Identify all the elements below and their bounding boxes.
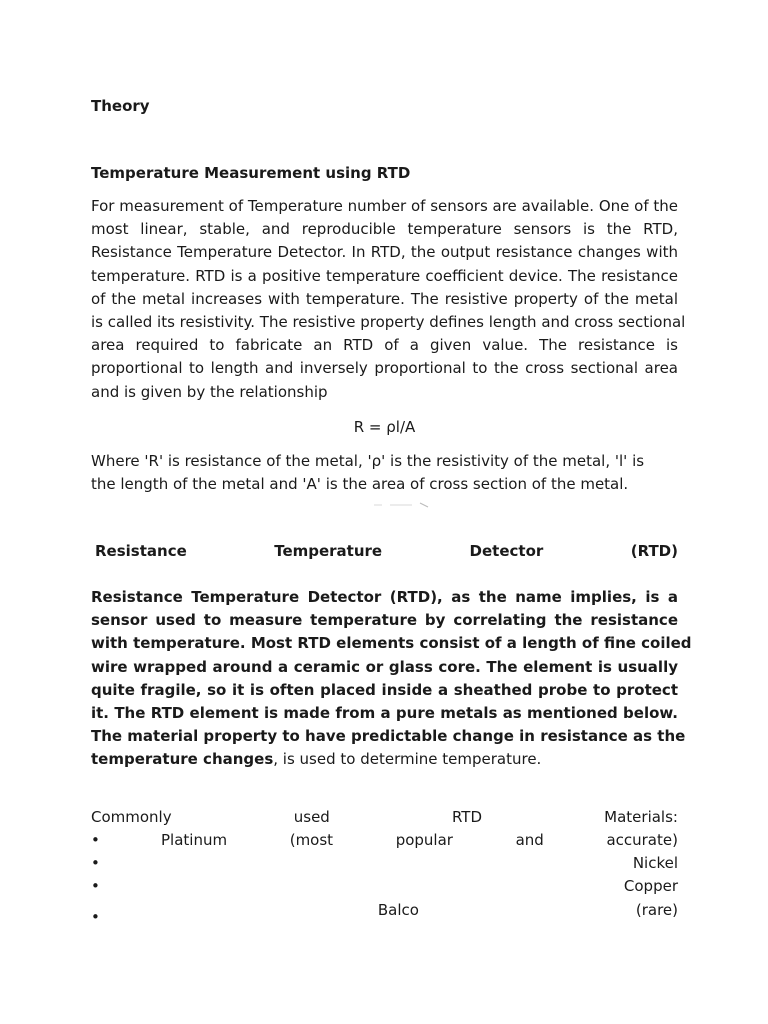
list-word: Platinum — [161, 831, 228, 849]
list-word: Copper — [623, 877, 678, 896]
list-word: popular — [395, 831, 453, 849]
list-item — [91, 852, 678, 875]
resistance-formula: R = ρl/A — [353, 418, 416, 436]
bullet-glyph: • — [91, 831, 100, 849]
paragraph-where — [91, 450, 678, 496]
list-item-text — [161, 899, 678, 922]
heading-word: Temperature — [274, 542, 383, 560]
list-item — [91, 899, 678, 926]
bullet-glyph: • — [91, 854, 100, 873]
heading-word: Detector — [469, 542, 544, 560]
paragraph-line: and is given by the relationship — [91, 382, 328, 401]
scan-artifact — [372, 502, 432, 508]
paragraph-line: proportional to length and inversely proportional to the cross sectional area — [91, 359, 678, 378]
list-word: accurate) — [606, 831, 678, 849]
paragraph-line: Resistance Temperature Detector (RTD), as the name implies, is a — [91, 588, 678, 606]
paragraph-line: Where 'R' is resistance of the metal, 'ρ' is the resistivity of the metal, 'l' is — [91, 452, 645, 470]
section-heading-rtd — [95, 540, 678, 563]
list-word: Nickel — [632, 854, 678, 873]
paragraph-rtd-description — [91, 586, 692, 772]
list-word: (rare) — [635, 900, 678, 919]
paragraph-line: For measurement of Temperature number of sensors are available. One of the — [91, 197, 678, 215]
paragraph-line: wire wrapped around a ceramic or glass core. The element is usually — [91, 657, 678, 676]
paragraph-line: sensor used to measure temperature by correlating the resistance — [91, 611, 678, 630]
paragraph-line: area required to fabricate an RTD of a given value. The resistance is — [91, 336, 678, 355]
bullet-glyph: • — [91, 877, 100, 896]
materials-heading — [91, 806, 678, 829]
bullet-glyph: • — [91, 907, 100, 926]
heading-word: used — [293, 808, 330, 826]
list-word: Balco — [377, 900, 419, 919]
paragraph-line: it. The RTD element is made from a pure metals as mentioned below. — [91, 703, 678, 722]
list-item-text — [161, 829, 678, 852]
list-item — [91, 829, 678, 852]
list-word: (most — [289, 831, 334, 849]
paragraph-line: is called its resistivity. The resistive property defines length and cross sectional — [91, 312, 686, 331]
heading-word: Resistance — [95, 542, 187, 560]
paragraph-line — [91, 748, 678, 771]
heading-word: Commonly — [91, 808, 172, 826]
paragraph-line: quite fragile, so it is often placed inside a sheathed probe to protect — [91, 680, 678, 699]
paragraph-line: most linear, stable, and reproducible temperature sensors is the RTD, — [91, 220, 678, 239]
materials-list — [91, 829, 678, 926]
paragraph-line: The material property to have predictable change in resistance as the — [91, 727, 686, 746]
heading-word: Materials: — [604, 808, 678, 826]
paragraph-line: Resistance Temperature Detector. In RTD, the output resistance changes with — [91, 243, 678, 262]
paragraph-line: the length of the metal and 'A' is the area of cross section of the metal. — [91, 475, 629, 494]
heading-word: RTD — [451, 808, 483, 826]
normal-phrase: , is used to determine temperature. — [273, 750, 542, 769]
section-heading-temperature-measurement: Temperature Measurement using RTD — [91, 164, 411, 182]
bold-phrase: temperature changes — [91, 750, 274, 769]
list-item-text — [161, 875, 678, 898]
list-word: and — [515, 831, 544, 849]
theory-heading: Theory — [91, 97, 150, 115]
paragraph-line: temperature. RTD is a positive temperature coefficient device. The resistance — [91, 266, 678, 285]
paragraph-line: of the metal increases with temperature. The resistive property of the metal — [91, 289, 678, 308]
list-item-text — [161, 852, 678, 875]
list-item — [91, 875, 678, 898]
paragraph-line: with temperature. Most RTD elements consist of a length of fine coiled — [91, 634, 692, 653]
paragraph-rtd-intro — [91, 195, 686, 404]
heading-word: (RTD) — [630, 542, 678, 560]
